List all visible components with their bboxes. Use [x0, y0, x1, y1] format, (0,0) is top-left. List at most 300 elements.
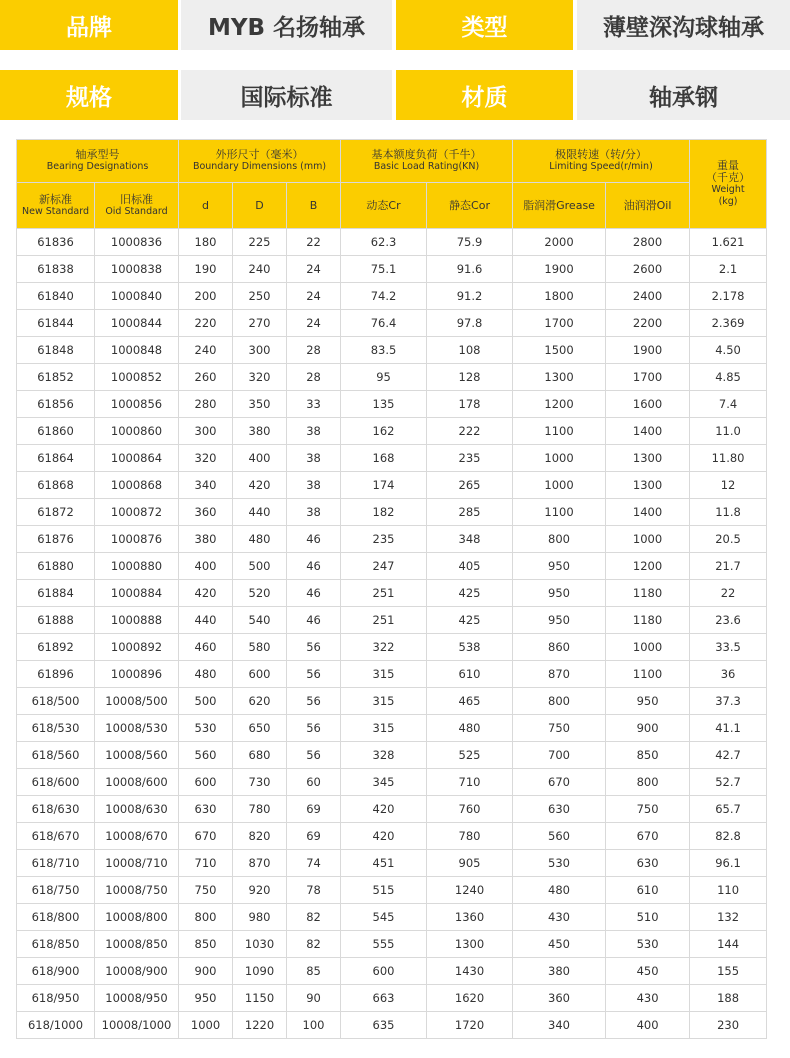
cell-bore-d: 600	[179, 769, 233, 796]
cell-old-standard: 10008/600	[95, 769, 179, 796]
cell-weight: 2.369	[690, 310, 767, 337]
table-row	[17, 364, 767, 391]
cell-static-cor: 1430	[427, 958, 513, 985]
cell-static-cor: 235	[427, 445, 513, 472]
cell-grease-speed: 1000	[513, 445, 606, 472]
cell-weight: 21.7	[690, 553, 767, 580]
cell-oil-speed: 400	[606, 1012, 690, 1039]
cell-oil-speed: 1000	[606, 526, 690, 553]
cell-weight: 4.85	[690, 364, 767, 391]
cell-dynamic-cr: 515	[341, 877, 427, 904]
spec-value: 国际标准	[181, 70, 392, 120]
cell-new-standard: 61860	[17, 418, 95, 445]
cell-width-B: 24	[287, 310, 341, 337]
table-row	[17, 931, 767, 958]
table-row	[17, 283, 767, 310]
cell-new-standard: 61848	[17, 337, 95, 364]
cell-old-standard: 1000876	[95, 526, 179, 553]
cell-oil-speed: 430	[606, 985, 690, 1012]
cell-static-cor: 108	[427, 337, 513, 364]
cell-oil-speed: 2400	[606, 283, 690, 310]
cell-grease-speed: 750	[513, 715, 606, 742]
cell-bore-d: 750	[179, 877, 233, 904]
table-row	[17, 769, 767, 796]
header-oil: 油润滑Oil	[606, 183, 690, 229]
header-grease: 脂润滑Grease	[513, 183, 606, 229]
cell-width-B: 56	[287, 742, 341, 769]
cell-outer-D: 500	[233, 553, 287, 580]
header-limiting-speed: 极限转速（转/分） Limiting Speed(r/min)	[513, 140, 690, 183]
cell-bore-d: 360	[179, 499, 233, 526]
cell-outer-D: 540	[233, 607, 287, 634]
table-row	[17, 823, 767, 850]
material-value: 轴承钢	[577, 70, 790, 120]
cell-width-B: 85	[287, 958, 341, 985]
cell-old-standard: 1000848	[95, 337, 179, 364]
cell-outer-D: 225	[233, 229, 287, 256]
cell-static-cor: 1720	[427, 1012, 513, 1039]
cell-weight: 11.80	[690, 445, 767, 472]
cell-dynamic-cr: 182	[341, 499, 427, 526]
cell-new-standard: 61880	[17, 553, 95, 580]
cell-bore-d: 420	[179, 580, 233, 607]
cell-weight: 22	[690, 580, 767, 607]
cell-oil-speed: 1180	[606, 580, 690, 607]
cell-oil-speed: 1300	[606, 445, 690, 472]
cell-oil-speed: 750	[606, 796, 690, 823]
cell-weight: 41.1	[690, 715, 767, 742]
cell-outer-D: 270	[233, 310, 287, 337]
cell-grease-speed: 870	[513, 661, 606, 688]
cell-weight: 155	[690, 958, 767, 985]
table-row	[17, 688, 767, 715]
cell-static-cor: 405	[427, 553, 513, 580]
cell-width-B: 38	[287, 418, 341, 445]
cell-width-B: 100	[287, 1012, 341, 1039]
cell-new-standard: 618/560	[17, 742, 95, 769]
cell-width-B: 46	[287, 580, 341, 607]
table-row	[17, 256, 767, 283]
cell-outer-D: 240	[233, 256, 287, 283]
cell-width-B: 60	[287, 769, 341, 796]
cell-grease-speed: 1900	[513, 256, 606, 283]
cell-dynamic-cr: 315	[341, 661, 427, 688]
cell-bore-d: 180	[179, 229, 233, 256]
header-dimensions: 外形尺寸（毫米） Boundary Dimensions (mm)	[179, 140, 341, 183]
cell-grease-speed: 670	[513, 769, 606, 796]
cell-new-standard: 618/710	[17, 850, 95, 877]
cell-old-standard: 10008/850	[95, 931, 179, 958]
cell-oil-speed: 800	[606, 769, 690, 796]
cell-bore-d: 670	[179, 823, 233, 850]
cell-width-B: 28	[287, 364, 341, 391]
cell-bore-d: 440	[179, 607, 233, 634]
cell-weight: 132	[690, 904, 767, 931]
table-row	[17, 445, 767, 472]
cell-oil-speed: 1100	[606, 661, 690, 688]
cell-width-B: 38	[287, 472, 341, 499]
cell-weight: 230	[690, 1012, 767, 1039]
cell-static-cor: 780	[427, 823, 513, 850]
cell-oil-speed: 1400	[606, 418, 690, 445]
cell-old-standard: 1000892	[95, 634, 179, 661]
cell-grease-speed: 860	[513, 634, 606, 661]
cell-old-standard: 10008/950	[95, 985, 179, 1012]
cell-dynamic-cr: 251	[341, 607, 427, 634]
cell-static-cor: 75.9	[427, 229, 513, 256]
cell-new-standard: 61884	[17, 580, 95, 607]
cell-old-standard: 1000836	[95, 229, 179, 256]
cell-oil-speed: 1600	[606, 391, 690, 418]
cell-new-standard: 61896	[17, 661, 95, 688]
cell-grease-speed: 560	[513, 823, 606, 850]
cell-static-cor: 465	[427, 688, 513, 715]
cell-oil-speed: 850	[606, 742, 690, 769]
cell-oil-speed: 2600	[606, 256, 690, 283]
cell-new-standard: 61836	[17, 229, 95, 256]
cell-old-standard: 10008/750	[95, 877, 179, 904]
cell-bore-d: 800	[179, 904, 233, 931]
cell-outer-D: 600	[233, 661, 287, 688]
cell-static-cor: 525	[427, 742, 513, 769]
cell-width-B: 56	[287, 688, 341, 715]
cell-grease-speed: 1300	[513, 364, 606, 391]
table-row	[17, 985, 767, 1012]
table-row	[17, 499, 767, 526]
cell-static-cor: 91.6	[427, 256, 513, 283]
header-static-cor: 静态Cor	[427, 183, 513, 229]
cell-oil-speed: 2800	[606, 229, 690, 256]
cell-outer-D: 650	[233, 715, 287, 742]
cell-new-standard: 618/750	[17, 877, 95, 904]
cell-width-B: 82	[287, 904, 341, 931]
cell-dynamic-cr: 555	[341, 931, 427, 958]
table-row	[17, 796, 767, 823]
cell-grease-speed: 630	[513, 796, 606, 823]
cell-width-B: 56	[287, 715, 341, 742]
cell-width-B: 24	[287, 256, 341, 283]
cell-width-B: 78	[287, 877, 341, 904]
cell-weight: 7.4	[690, 391, 767, 418]
cell-dynamic-cr: 174	[341, 472, 427, 499]
cell-weight: 144	[690, 931, 767, 958]
cell-dynamic-cr: 74.2	[341, 283, 427, 310]
cell-grease-speed: 2000	[513, 229, 606, 256]
table-row	[17, 850, 767, 877]
cell-old-standard: 1000864	[95, 445, 179, 472]
cell-bore-d: 460	[179, 634, 233, 661]
spec-label: 规格	[0, 70, 178, 120]
cell-outer-D: 420	[233, 472, 287, 499]
cell-weight: 37.3	[690, 688, 767, 715]
type-value: 薄壁深沟球轴承	[577, 0, 790, 50]
cell-outer-D: 320	[233, 364, 287, 391]
cell-weight: 11.8	[690, 499, 767, 526]
cell-grease-speed: 800	[513, 688, 606, 715]
cell-new-standard: 61872	[17, 499, 95, 526]
cell-bore-d: 400	[179, 553, 233, 580]
cell-outer-D: 380	[233, 418, 287, 445]
cell-dynamic-cr: 162	[341, 418, 427, 445]
cell-oil-speed: 1400	[606, 499, 690, 526]
cell-static-cor: 1360	[427, 904, 513, 931]
table-row	[17, 580, 767, 607]
cell-old-standard: 10008/500	[95, 688, 179, 715]
cell-width-B: 74	[287, 850, 341, 877]
cell-bore-d: 280	[179, 391, 233, 418]
cell-old-standard: 1000888	[95, 607, 179, 634]
header-d: d	[179, 183, 233, 229]
cell-static-cor: 1620	[427, 985, 513, 1012]
cell-outer-D: 1090	[233, 958, 287, 985]
table-row	[17, 526, 767, 553]
cell-static-cor: 710	[427, 769, 513, 796]
cell-oil-speed: 1180	[606, 607, 690, 634]
cell-static-cor: 285	[427, 499, 513, 526]
cell-bore-d: 950	[179, 985, 233, 1012]
cell-new-standard: 618/950	[17, 985, 95, 1012]
cell-weight: 96.1	[690, 850, 767, 877]
cell-static-cor: 610	[427, 661, 513, 688]
cell-oil-speed: 1200	[606, 553, 690, 580]
cell-new-standard: 618/670	[17, 823, 95, 850]
info-row-2	[0, 70, 790, 120]
table-row	[17, 742, 767, 769]
table-row	[17, 877, 767, 904]
cell-width-B: 46	[287, 553, 341, 580]
cell-bore-d: 260	[179, 364, 233, 391]
table-row	[17, 472, 767, 499]
cell-old-standard: 10008/670	[95, 823, 179, 850]
brand-label: 品牌	[0, 0, 178, 50]
cell-old-standard: 1000856	[95, 391, 179, 418]
table-row	[17, 310, 767, 337]
cell-static-cor: 222	[427, 418, 513, 445]
cell-dynamic-cr: 322	[341, 634, 427, 661]
table-body	[17, 229, 767, 1039]
cell-grease-speed: 450	[513, 931, 606, 958]
cell-oil-speed: 510	[606, 904, 690, 931]
cell-dynamic-cr: 95	[341, 364, 427, 391]
cell-old-standard: 1000896	[95, 661, 179, 688]
cell-old-standard: 1000868	[95, 472, 179, 499]
cell-width-B: 38	[287, 499, 341, 526]
cell-dynamic-cr: 251	[341, 580, 427, 607]
cell-bore-d: 320	[179, 445, 233, 472]
cell-dynamic-cr: 545	[341, 904, 427, 931]
cell-weight: 4.50	[690, 337, 767, 364]
cell-dynamic-cr: 76.4	[341, 310, 427, 337]
cell-dynamic-cr: 345	[341, 769, 427, 796]
cell-grease-speed: 950	[513, 553, 606, 580]
cell-dynamic-cr: 75.1	[341, 256, 427, 283]
material-label: 材质	[396, 70, 573, 120]
cell-new-standard: 61892	[17, 634, 95, 661]
cell-dynamic-cr: 62.3	[341, 229, 427, 256]
cell-oil-speed: 630	[606, 850, 690, 877]
cell-dynamic-cr: 168	[341, 445, 427, 472]
cell-grease-speed: 950	[513, 607, 606, 634]
cell-oil-speed: 2200	[606, 310, 690, 337]
cell-static-cor: 425	[427, 580, 513, 607]
cell-bore-d: 630	[179, 796, 233, 823]
cell-width-B: 69	[287, 823, 341, 850]
table-row	[17, 229, 767, 256]
info-row-1	[0, 0, 790, 50]
cell-outer-D: 1150	[233, 985, 287, 1012]
cell-new-standard: 61838	[17, 256, 95, 283]
cell-old-standard: 1000880	[95, 553, 179, 580]
cell-outer-D: 400	[233, 445, 287, 472]
cell-width-B: 46	[287, 526, 341, 553]
cell-outer-D: 250	[233, 283, 287, 310]
table-row	[17, 661, 767, 688]
cell-old-standard: 10008/530	[95, 715, 179, 742]
table-row	[17, 607, 767, 634]
cell-static-cor: 265	[427, 472, 513, 499]
cell-bore-d: 530	[179, 715, 233, 742]
cell-grease-speed: 700	[513, 742, 606, 769]
cell-old-standard: 1000872	[95, 499, 179, 526]
cell-width-B: 56	[287, 661, 341, 688]
cell-static-cor: 97.8	[427, 310, 513, 337]
cell-outer-D: 1220	[233, 1012, 287, 1039]
header-B: B	[287, 183, 341, 229]
cell-grease-speed: 1000	[513, 472, 606, 499]
cell-oil-speed: 950	[606, 688, 690, 715]
table-row	[17, 634, 767, 661]
cell-outer-D: 480	[233, 526, 287, 553]
cell-width-B: 38	[287, 445, 341, 472]
cell-bore-d: 710	[179, 850, 233, 877]
cell-outer-D: 350	[233, 391, 287, 418]
table-row	[17, 1012, 767, 1039]
cell-new-standard: 61876	[17, 526, 95, 553]
header-new-standard: 新标准 New Standard	[17, 183, 95, 229]
cell-width-B: 33	[287, 391, 341, 418]
table-row	[17, 553, 767, 580]
cell-new-standard: 618/530	[17, 715, 95, 742]
cell-bore-d: 200	[179, 283, 233, 310]
cell-old-standard: 1000838	[95, 256, 179, 283]
cell-oil-speed: 900	[606, 715, 690, 742]
cell-weight: 65.7	[690, 796, 767, 823]
cell-dynamic-cr: 420	[341, 823, 427, 850]
cell-width-B: 69	[287, 796, 341, 823]
cell-new-standard: 618/1000	[17, 1012, 95, 1039]
cell-dynamic-cr: 235	[341, 526, 427, 553]
table-row	[17, 418, 767, 445]
cell-width-B: 82	[287, 931, 341, 958]
cell-old-standard: 10008/900	[95, 958, 179, 985]
cell-bore-d: 300	[179, 418, 233, 445]
cell-dynamic-cr: 420	[341, 796, 427, 823]
cell-dynamic-cr: 247	[341, 553, 427, 580]
cell-static-cor: 178	[427, 391, 513, 418]
cell-weight: 110	[690, 877, 767, 904]
cell-width-B: 46	[287, 607, 341, 634]
cell-new-standard: 61864	[17, 445, 95, 472]
cell-outer-D: 820	[233, 823, 287, 850]
cell-old-standard: 1000860	[95, 418, 179, 445]
cell-outer-D: 440	[233, 499, 287, 526]
cell-width-B: 24	[287, 283, 341, 310]
cell-old-standard: 10008/630	[95, 796, 179, 823]
table-row	[17, 337, 767, 364]
cell-old-standard: 10008/1000	[95, 1012, 179, 1039]
cell-bore-d: 850	[179, 931, 233, 958]
cell-bore-d: 500	[179, 688, 233, 715]
cell-oil-speed: 1700	[606, 364, 690, 391]
cell-weight: 36	[690, 661, 767, 688]
cell-bore-d: 900	[179, 958, 233, 985]
cell-grease-speed: 340	[513, 1012, 606, 1039]
cell-new-standard: 618/800	[17, 904, 95, 931]
cell-dynamic-cr: 600	[341, 958, 427, 985]
cell-weight: 188	[690, 985, 767, 1012]
table-row	[17, 958, 767, 985]
cell-new-standard: 61840	[17, 283, 95, 310]
brand-value: MYB 名扬轴承	[181, 0, 392, 50]
bearing-spec-table	[16, 139, 767, 1039]
cell-dynamic-cr: 135	[341, 391, 427, 418]
cell-weight: 2.178	[690, 283, 767, 310]
cell-weight: 11.0	[690, 418, 767, 445]
cell-oil-speed: 1900	[606, 337, 690, 364]
cell-weight: 12	[690, 472, 767, 499]
cell-oil-speed: 1300	[606, 472, 690, 499]
cell-old-standard: 1000852	[95, 364, 179, 391]
cell-grease-speed: 1500	[513, 337, 606, 364]
header-weight: 重量 （千克） Weight (kg)	[690, 140, 767, 229]
cell-static-cor: 1240	[427, 877, 513, 904]
cell-bore-d: 190	[179, 256, 233, 283]
header-load-rating: 基本额度负荷（千牛） Basic Load Rating(KN)	[341, 140, 513, 183]
cell-oil-speed: 610	[606, 877, 690, 904]
header-D: D	[233, 183, 287, 229]
cell-outer-D: 870	[233, 850, 287, 877]
cell-weight: 52.7	[690, 769, 767, 796]
cell-grease-speed: 380	[513, 958, 606, 985]
header-dynamic-cr: 动态Cr	[341, 183, 427, 229]
cell-new-standard: 618/630	[17, 796, 95, 823]
cell-bore-d: 480	[179, 661, 233, 688]
cell-outer-D: 300	[233, 337, 287, 364]
cell-static-cor: 425	[427, 607, 513, 634]
cell-dynamic-cr: 328	[341, 742, 427, 769]
cell-grease-speed: 950	[513, 580, 606, 607]
cell-old-standard: 1000844	[95, 310, 179, 337]
cell-oil-speed: 450	[606, 958, 690, 985]
cell-outer-D: 980	[233, 904, 287, 931]
cell-outer-D: 580	[233, 634, 287, 661]
cell-bore-d: 220	[179, 310, 233, 337]
cell-old-standard: 10008/800	[95, 904, 179, 931]
cell-static-cor: 480	[427, 715, 513, 742]
cell-static-cor: 538	[427, 634, 513, 661]
cell-grease-speed: 530	[513, 850, 606, 877]
cell-dynamic-cr: 635	[341, 1012, 427, 1039]
cell-grease-speed: 800	[513, 526, 606, 553]
cell-new-standard: 61888	[17, 607, 95, 634]
cell-bore-d: 380	[179, 526, 233, 553]
cell-outer-D: 680	[233, 742, 287, 769]
cell-width-B: 22	[287, 229, 341, 256]
header-old-standard: 旧标准 Oid Standard	[95, 183, 179, 229]
cell-weight: 2.1	[690, 256, 767, 283]
cell-grease-speed: 360	[513, 985, 606, 1012]
cell-static-cor: 905	[427, 850, 513, 877]
